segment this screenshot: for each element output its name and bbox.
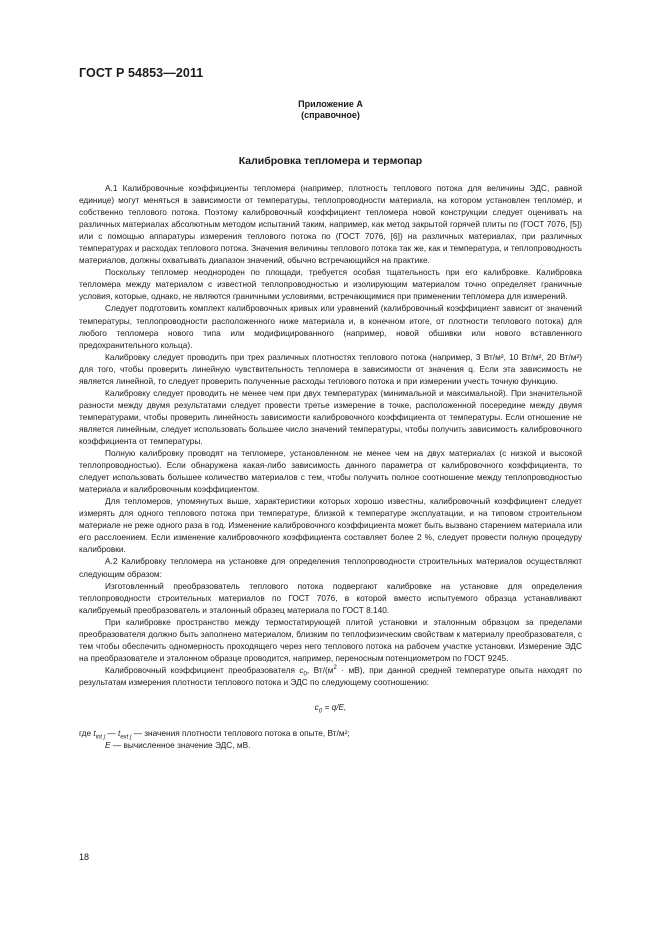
paragraph: Следует подготовить комплект калибровочных кривых или уравнений (калибровочный коэффициент зависит от значений температуры, теплопроводности расположенного ниже материала и, в конечном итоге, от плотности теплового потока) для любого тепломера нового типа или модифицированного (например, новой обшивки или нового вставленного предохранительного кольца). bbox=[79, 303, 582, 350]
paragraph: Изготовленный преобразователь теплового потока подвергают калибровке на установке для определения теплопроводности строительных материалов по ГОСТ 7076, в которой вместо испытуемого образца устанавливают калибруемый преобразователь и эталонный образец материала по ГОСТ 8.140. bbox=[79, 580, 582, 615]
paragraph: Для тепломеров, упомянутых выше, характеристики которых хорошо известны, калибровочный коэффициент следует измерять для одного теплового потока при температуре, близкой к температуре эксплуатации, и на типовом строительном материале не реже одного раза в год. Изменение калибровочного коэффициента может быть вызвано старением материала или его расслоением. Если изменение калибровочного коэффициента составляет более 2 %, следует провести полную процедуру калибровки. bbox=[79, 496, 582, 555]
paragraph: Поскольку тепломер неоднороден по площади, требуется особая тщательность при его калибровке. Калибровка тепломера между материалом с известной теплопроводностью и изолирующим материалом точно определяет граничные условия, которые, однако, не являются граничными условиями, встречающимися при применении тепломера для измерений. bbox=[79, 267, 582, 302]
where-line: где $t_{int j}$ — $t_{ext j}$ — значения плотности теплового потока в опыте, Вт/м²; bbox=[79, 728, 350, 741]
paragraph: При калибровке пространство между термостатирующей плитой установки и эталонным образцом за пределами преобразователя должно быть заполнено материалом, близким по теплофизическим свойствам к материалу преобразователя, с тем чтобы обеспечить одномерность проходящего через него теплового потока на рабочем участке установки. Измерение ЭДС на преобразователе и эталонном образце проводится, например, переносным потенциометром по ГОСТ 9245. bbox=[79, 616, 582, 663]
page-number: 18 bbox=[79, 852, 90, 862]
coefficient-paragraph: Калибровочный коэффициент преобразователя $c_0$, $Вт/(м^2 \cdot мВ)$, при данной средней температуре опыта находят по результатам измерения плотности теплового потока и ЭДС по следующему соотношению: bbox=[79, 664, 582, 687]
formula: $c_0 = q/E$, bbox=[314, 701, 347, 715]
e-definition-line: E — вычисленное значение ЭДС, мВ. bbox=[105, 740, 251, 751]
document-header: ГОСТ Р 54853—2011 bbox=[79, 66, 204, 80]
paragraph: А.2 Калибровку тепломера на установке для определения теплопроводности строительных материалов осуществляют следующим образом: bbox=[79, 556, 582, 579]
appendix-label: Приложение А bbox=[298, 99, 363, 109]
body-text bbox=[79, 182, 582, 751]
paragraph: Калибровку следует проводить не менее чем при двух температурах (минимальной и максимальной). При значительной разности между двумя результатами следует провести третье измерение в точке, расположенной посередине между двумя температурами, чтобы проверить линейность зависимости калибровочного коэффициента от температуры. Если отношение не является линейным, следует использовать большее число значений температуры, чтобы получить зависимость калибровочного коэффициента от температуры. bbox=[79, 387, 582, 446]
appendix-type: (справочное) bbox=[301, 110, 360, 120]
paragraph: Полную калибровку проводят на тепломере, установленном не менее чем на двух материалах (с низкой и высокой теплопроводностью). Если обнаружена какая-либо зависимость данного параметра от калибровочного коэффициента, то следует использовать большее количество материалов с тем, чтобы получить полное соотношение между теплопроводностью материала и калибровочным коэффициентом. bbox=[79, 448, 582, 495]
paragraph: Калибровку следует проводить при трех различных плотностях теплового потока (например, 3 Вт/м², 10 Вт/м², 20 Вт/м²) для того, чтобы проверить линейную чувствительность тепломера в зависимости от значения q. Если эта зависимость не является линейной, то следует проверить полученные расходы теплового потока и при измерении учесть точную функцию. bbox=[79, 351, 582, 386]
section-title: Калибровка тепломера и термопар bbox=[238, 155, 423, 167]
paragraph: А.1 Калибровочные коэффициенты тепломера (например, плотность теплового потока для величины ЭДС, равной единице) могут меняться в зависимости от температуры, теплопроводности материала, на котором установлен тепломер, и собственно теплового потока. Поэтому калибровочный коэффициент тепломера новой конструкции следует оценивать на различных материалах абсолютным методом испытаний таким, например, как метод закрытой горячей плиты по (ГОСТ 7076, [5]) или с помощью аппаратуры измерения теплового потока по (ГОСТ 7076, [6]) на различных материалах, при различных температурах и расходах теплового потока. Значения величины теплового потока так же, как и температура, и теплопроводность материалов, должны охватывать диапазон значений, обычно встречающийся на практике. bbox=[79, 183, 582, 266]
